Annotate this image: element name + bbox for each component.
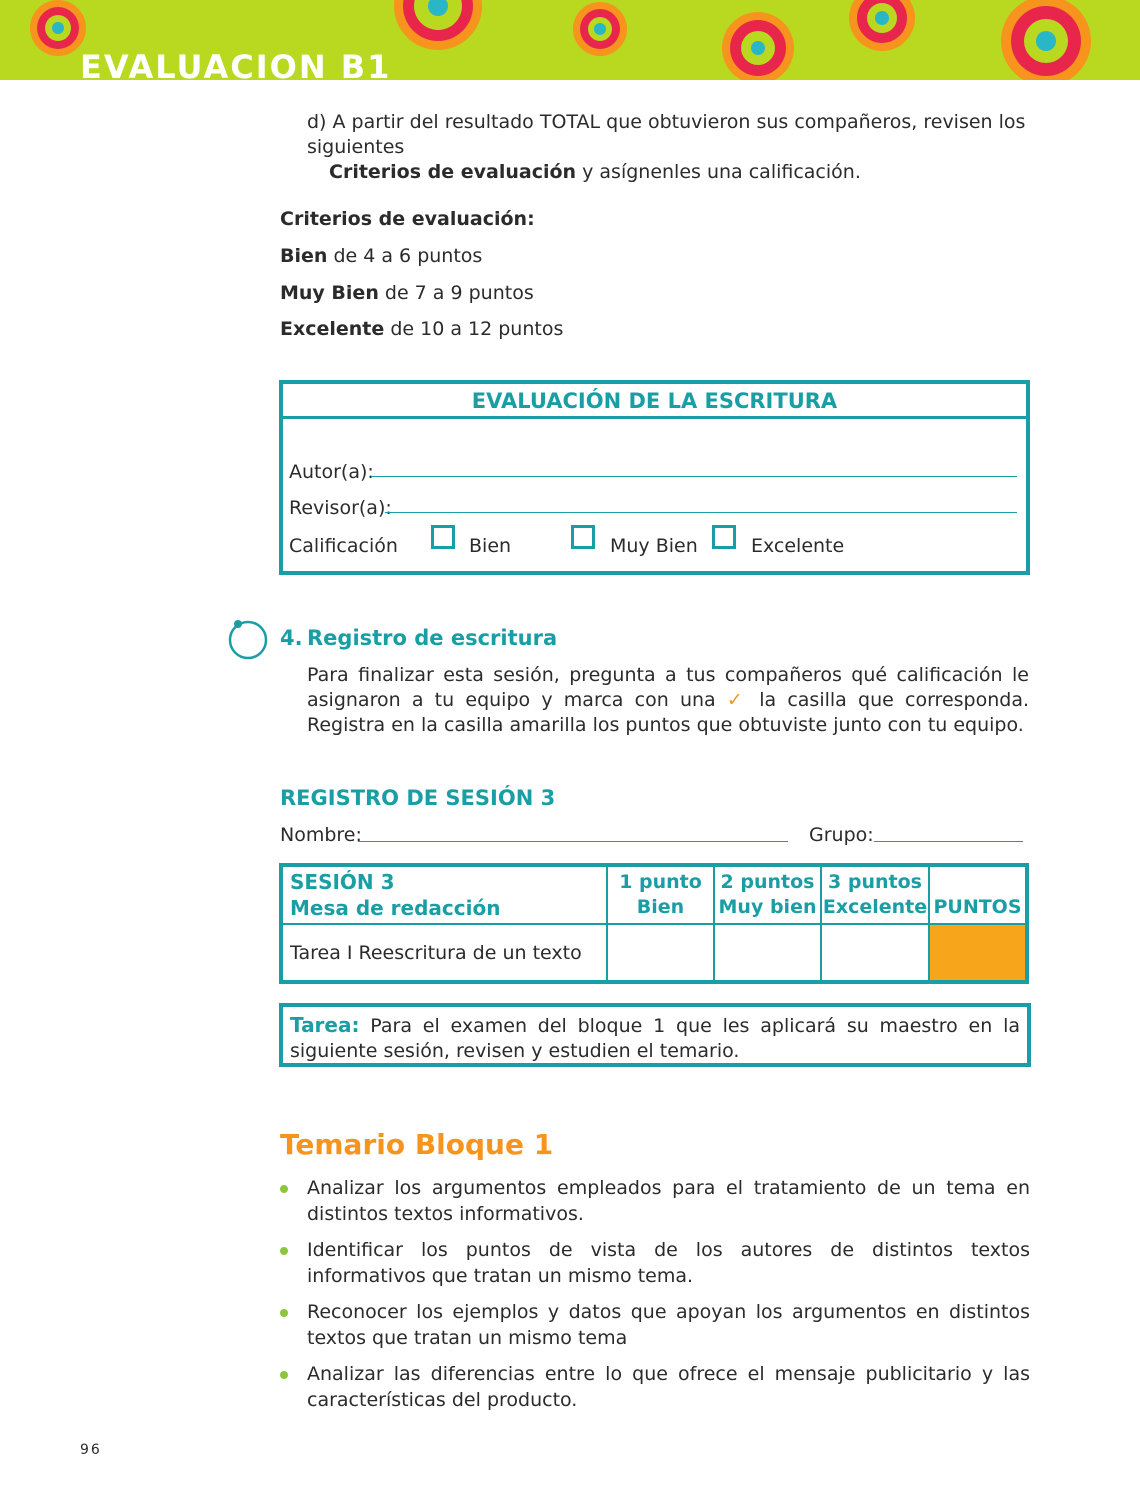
circle-decoration [722,12,794,80]
table-row [281,924,1027,982]
header-session-line2: Mesa de redacción [290,896,501,920]
session-table [279,863,1029,984]
list-item-text: Analizar las diferencias entre lo que ofrece el mensaje publicitario y las características del producto. [307,1363,1030,1411]
section-4-text [307,663,1029,738]
bullet-icon [280,1309,288,1317]
col4-label: PUNTOS [933,896,1022,918]
bullet-icon [280,1247,288,1255]
col1-line2: Bien [636,896,685,918]
section-4-text-after: la casilla que corresponda. Registra en la casilla amarilla los puntos que obtuviste junto con tu equipo. [307,689,1030,736]
reviewer-label: Revisor(a): [289,497,392,519]
list-item-text: Reconocer los ejemplos y datos que apoyan los argumentos en distintos textos que tratan un mismo tema [307,1301,1030,1349]
tarea-text [290,1013,1020,1064]
row-label: Tarea I Reescritura de un texto [281,924,607,982]
circle-decoration [394,0,482,50]
criteria-item [280,281,534,306]
instruction-d-bold: Criterios de evaluación [329,161,577,183]
header-session-line1: SESIÓN 3 [290,870,395,894]
group-label: Grupo: [809,824,874,846]
circle-decoration [30,0,86,56]
cell-puntos[interactable] [929,924,1027,982]
header-col-1 [607,865,714,924]
option-muy-bien: Muy Bien [610,535,698,557]
header-title: EVALUACION B1 [80,48,392,80]
check-icon: ✓ [726,689,748,711]
criteria-title: Criterios de evaluación: [280,208,535,230]
col3-line2: Excelente [822,896,928,918]
tarea-body: Para el examen del bloque 1 que les aplicará su maestro en la siguiente sesión, revisen y estudien el temario. [290,1015,1020,1062]
name-field[interactable] [358,841,788,842]
list-item [280,1175,1030,1227]
list-item-text: Analizar los argumentos empleados para el tratamiento de un tema en distintos textos informativos. [307,1177,1030,1225]
tarea-label: Tarea: [290,1013,360,1037]
page-header [0,0,1140,80]
instruction-d-rest: y asígnenles una calificación. [576,161,861,183]
bullet-icon [280,1185,288,1193]
circle-decoration [1001,0,1091,80]
col2-line1: 2 puntos [720,871,815,893]
criteria-item [280,244,482,269]
criteria-range: de 7 a 9 puntos [378,282,534,304]
header-col-puntos [929,865,1027,924]
section-4-number: 4. [280,626,303,650]
header-col-3 [821,865,929,924]
writing-eval-box [279,380,1030,575]
col3-line1: 3 puntos [828,871,922,893]
bullet-icon [280,1371,288,1379]
cell-2-puntos[interactable] [714,924,821,982]
instruction-d-prefix: d) A partir del resultado TOTAL que obtuvieron sus compañeros, revisen los siguientes [307,111,1026,158]
criteria-range: de 10 a 12 puntos [384,318,564,340]
criteria-label: Excelente [280,318,385,340]
tarea-box [279,1003,1031,1067]
col2-line2: Muy bien [718,896,817,918]
author-field[interactable] [371,476,1017,477]
group-field[interactable] [874,841,1023,842]
circle-decoration [849,0,915,51]
section-4-title: Registro de escritura [307,626,558,650]
criteria-item [280,317,563,342]
header-col-2 [714,865,821,924]
checkbox-muy-bien[interactable] [571,525,595,549]
list-item [280,1237,1030,1289]
registro-title: REGISTRO DE SESIÓN 3 [280,786,556,810]
name-label: Nombre: [280,824,362,846]
cell-3-puntos[interactable] [821,924,929,982]
checkbox-bien[interactable] [431,525,455,549]
list-item [280,1299,1030,1351]
section-circle-icon [226,616,270,662]
section-4-text-before: Para finalizar esta sesión, pregunta a tus compañeros qué calificación le asignaron a tu equipo y marca con una [307,664,1029,711]
criteria-label: Muy Bien [280,282,379,304]
list-item [280,1361,1030,1413]
instruction-d [307,110,1032,185]
criteria-label: Bien [280,245,328,267]
col1-line1: 1 punto [619,871,702,893]
header-session [281,865,607,924]
circle-decoration [573,2,627,56]
author-label: Autor(a): [289,461,374,483]
grade-label: Calificación [289,535,398,557]
writing-eval-title: EVALUACIÓN DE LA ESCRITURA [283,384,1026,419]
table-header-row [281,865,1027,924]
criteria-range: de 4 a 6 puntos [327,245,483,267]
temario-title: Temario Bloque 1 [280,1128,554,1161]
cell-1-punto[interactable] [607,924,714,982]
option-bien: Bien [469,535,512,557]
option-excelente: Excelente [751,535,845,557]
list-item-text: Identificar los puntos de vista de los autores de distintos textos informativos que tratan un mismo tema. [307,1239,1030,1287]
reviewer-field[interactable] [385,512,1017,513]
checkbox-excelente[interactable] [712,525,736,549]
page-number: 96 [80,1442,102,1458]
